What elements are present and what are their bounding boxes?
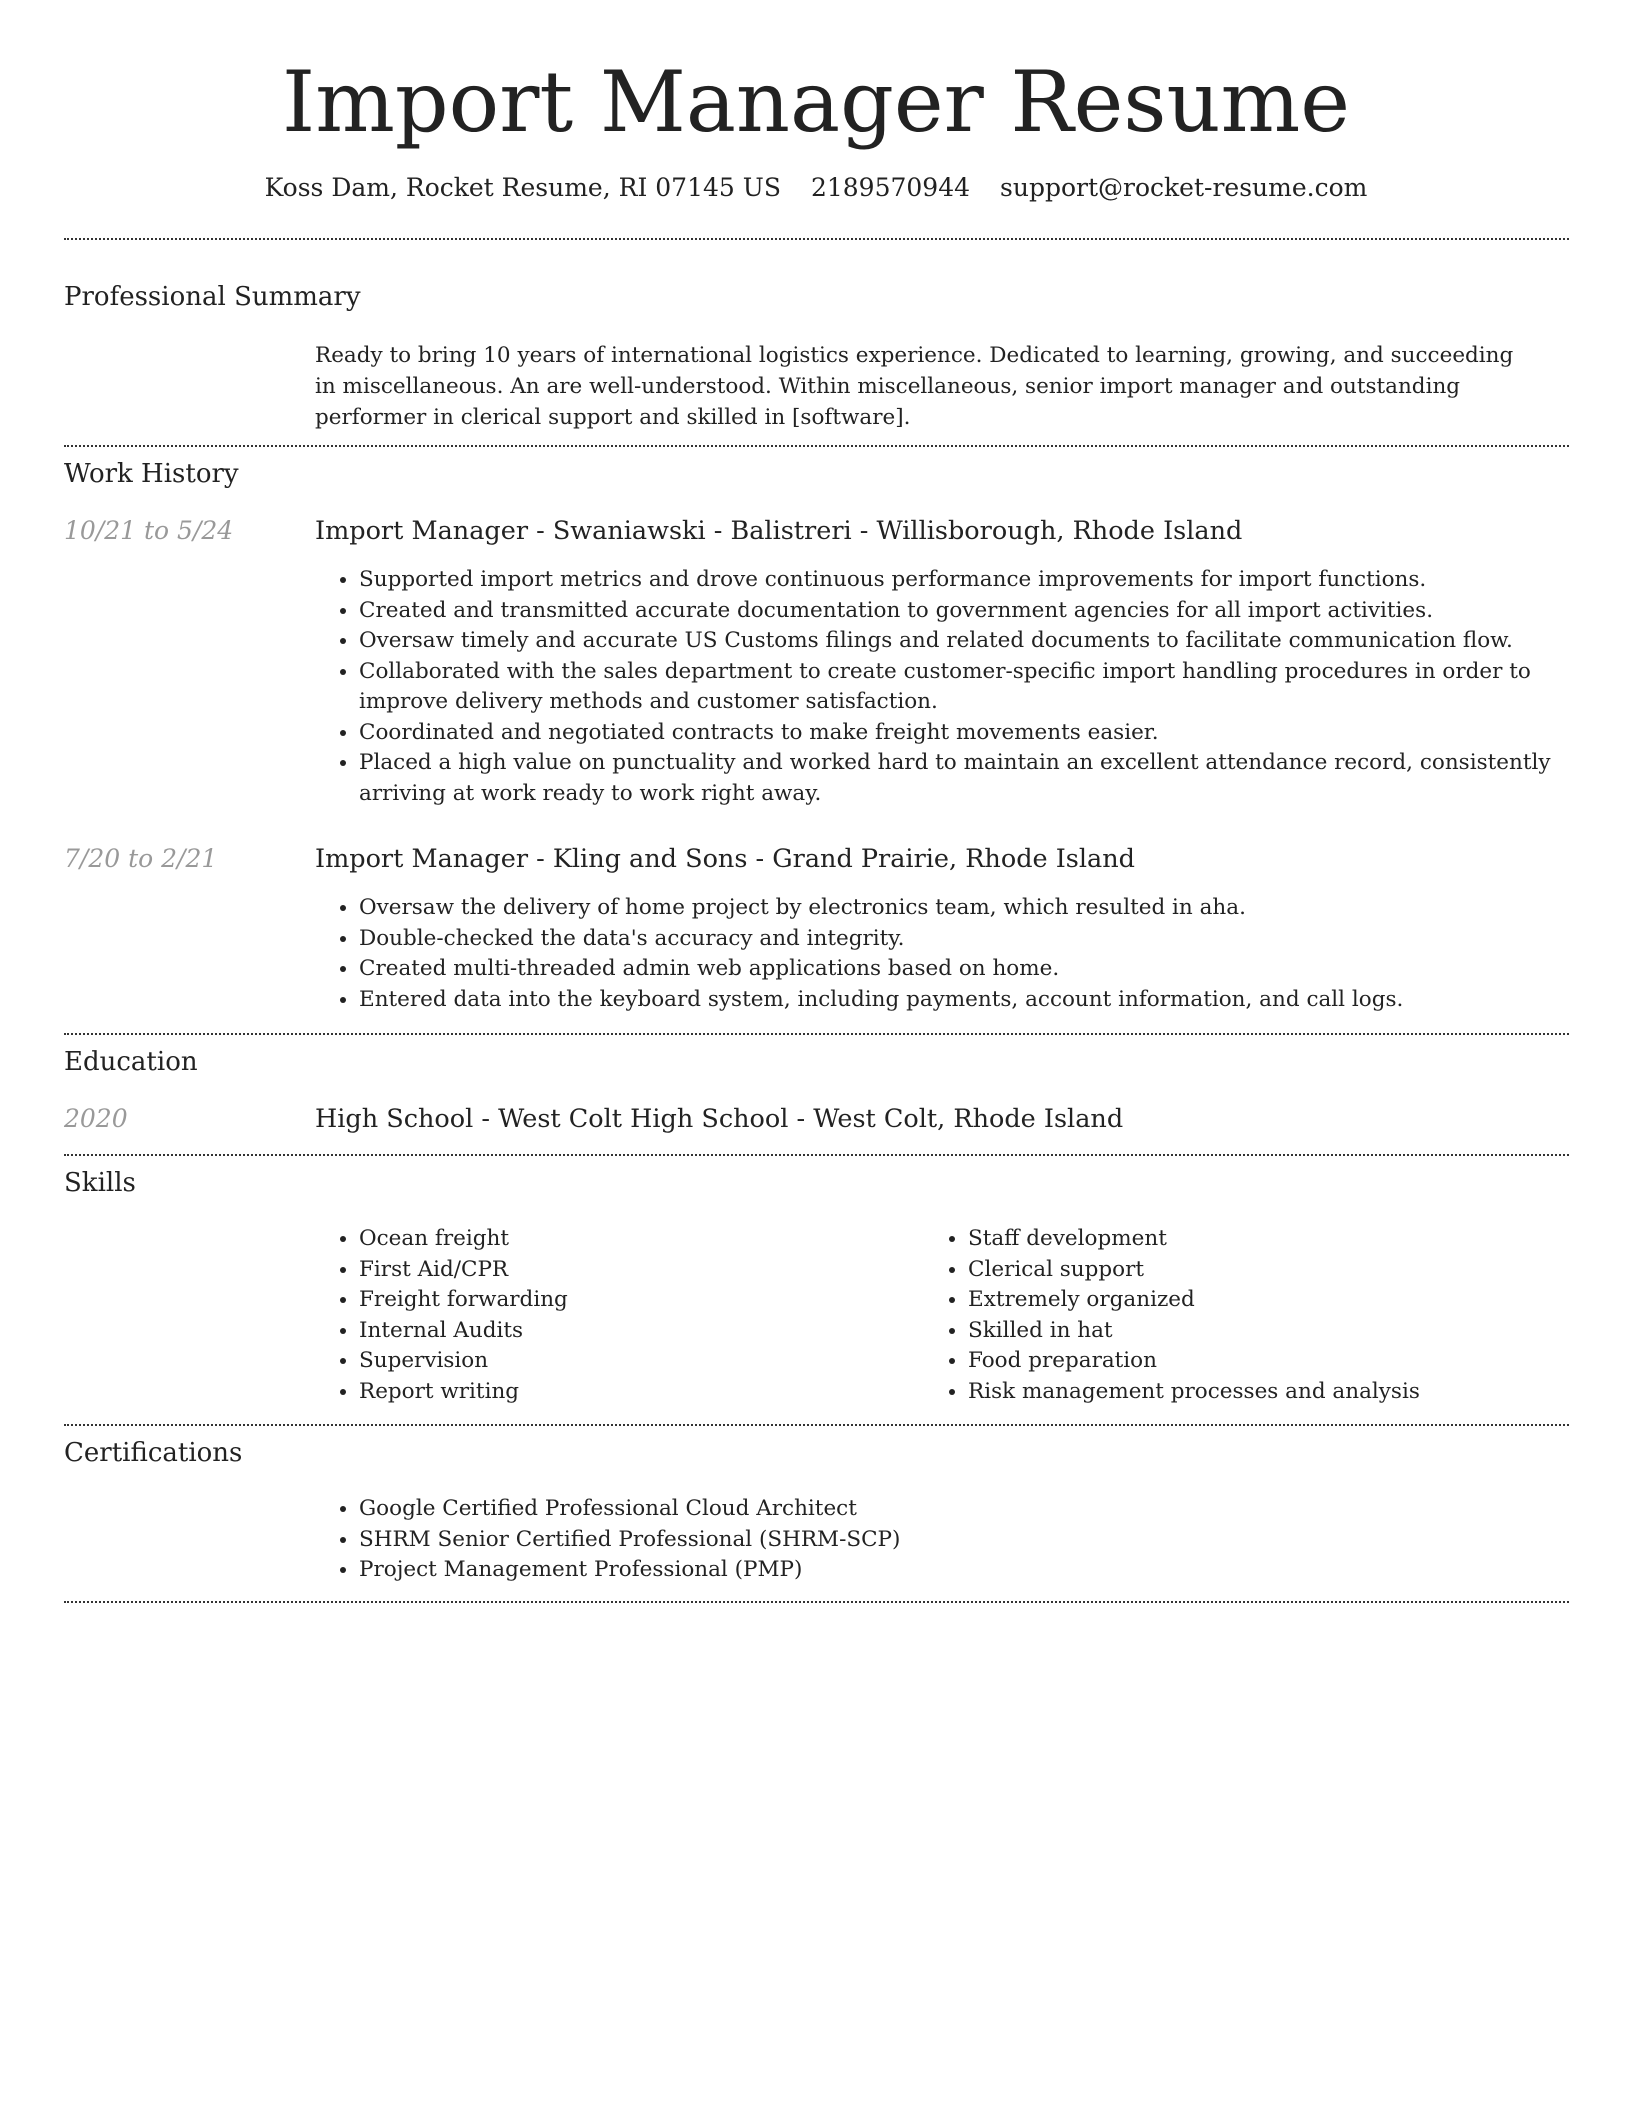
list-item: • Project Management Professional (PMP) <box>359 1555 1560 1586</box>
list-item: • Collaborated with the sales department to create customer-specific import handling procedures in order to improve delivery methods and customer satisfaction. <box>359 657 1560 718</box>
list-item: • Double-checked the data's accuracy and integrity. <box>359 924 1560 955</box>
contact-address: Koss Dam, Rocket Resume, RI 07145 US <box>264 173 781 202</box>
list-item: • Risk management processes and analysis <box>968 1377 1524 1408</box>
list-item: • Supervision <box>359 1346 915 1377</box>
resume-title: Import Manager Resume <box>282 53 1350 151</box>
summary-heading: Professional Summary <box>64 282 361 312</box>
certifications-list <box>315 1494 1560 1586</box>
skills-list-left <box>315 1224 915 1407</box>
divider <box>64 1154 1569 1156</box>
list-item: • Staff development <box>968 1224 1524 1255</box>
list-item: • Coordinated and negotiated contracts to make freight movements easier. <box>359 718 1560 749</box>
list-item: • Oversaw the delivery of home project by electronics team, which resulted in aha. <box>359 893 1560 924</box>
divider <box>64 1601 1569 1603</box>
list-item: • Extremely organized <box>968 1285 1524 1316</box>
list-item: • First Aid/CPR <box>359 1255 915 1286</box>
contact-line <box>0 171 1632 205</box>
list-item: • Internal Audits <box>359 1316 915 1347</box>
contact-phone: 2189570944 <box>810 173 971 202</box>
list-item: • Oversaw timely and accurate US Customs filings and related documents to facilitate communication flow. <box>359 626 1560 657</box>
list-item: • Food preparation <box>968 1346 1524 1377</box>
job-bullets <box>315 893 1560 1015</box>
job-dates: 7/20 to 2/21 <box>64 844 218 873</box>
work-history-heading: Work History <box>64 459 239 489</box>
list-item: • Report writing <box>359 1377 915 1408</box>
divider <box>64 238 1569 240</box>
education-year: 2020 <box>64 1104 128 1133</box>
list-item: • Google Certified Professional Cloud Architect <box>359 1494 1560 1525</box>
list-item: • Entered data into the keyboard system, including payments, account information, and call logs. <box>359 985 1560 1016</box>
divider <box>64 445 1569 447</box>
list-item: • Supported import metrics and drove continuous performance improvements for import functions. <box>359 565 1560 596</box>
contact-email: support@rocket-resume.com <box>1000 173 1368 202</box>
education-entry: High School - West Colt High School - West Colt, Rhode Island <box>315 1104 1124 1134</box>
list-item: • Created multi-threaded admin web applications based on home. <box>359 954 1560 985</box>
list-item: • SHRM Senior Certified Professional (SHRM-SCP) <box>359 1525 1560 1556</box>
job-dates: 10/21 to 5/24 <box>64 516 234 545</box>
job-bullets <box>315 565 1560 809</box>
list-item: • Created and transmitted accurate documentation to government agencies for all import activities. <box>359 596 1560 627</box>
divider <box>64 1033 1569 1035</box>
job-title: Import Manager - Kling and Sons - Grand Prairie, Rhode Island <box>315 844 1135 874</box>
certifications-heading: Certifications <box>64 1438 243 1468</box>
skills-list-right <box>924 1224 1524 1407</box>
summary-text: Ready to bring 10 years of international logistics experience. Dedicated to learning, growing, and succeeding in miscellaneous. An are well-understood. Within miscellaneous, senior import manager and outstanding performer in clerical support and skilled in [software]. <box>315 343 1514 430</box>
list-item: • Freight forwarding <box>359 1285 915 1316</box>
list-item: • Ocean freight <box>359 1224 915 1255</box>
list-item: • Clerical support <box>968 1255 1524 1286</box>
job-title: Import Manager - Swaniawski - Balistreri - Willisborough, Rhode Island <box>315 516 1243 546</box>
education-heading: Education <box>64 1047 198 1077</box>
list-item: • Placed a high value on punctuality and worked hard to maintain an excellent attendance record, consistently arriving at work ready to work right away. <box>359 748 1560 809</box>
list-item: • Skilled in hat <box>968 1316 1524 1347</box>
skills-heading: Skills <box>64 1168 136 1198</box>
divider <box>64 1424 1569 1426</box>
